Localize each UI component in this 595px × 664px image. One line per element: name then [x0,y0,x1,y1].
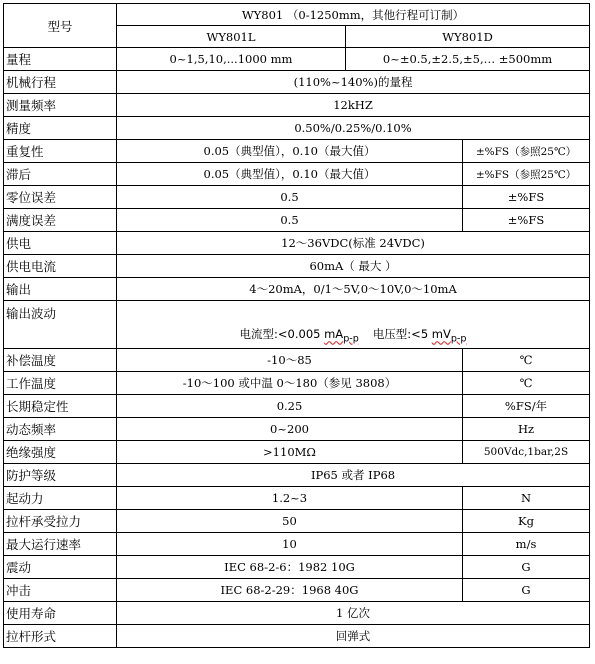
shock-label: 冲击 [4,579,117,602]
row-shock [4,579,590,602]
row-service-life [4,602,590,625]
row-protection [4,464,590,487]
row-operating-temp [4,372,590,395]
rod-type-value: 回弹式 [117,625,590,648]
max-speed-value: 10 [117,533,463,556]
model-l: WY801L [117,26,346,48]
zero-error-unit: ±%FS [463,186,590,209]
tension-value: 50 [117,510,463,533]
output-value: 4～20mA，0/1～5V,0～10V,0～10mA [117,278,590,301]
row-supply-current [4,255,590,278]
zero-error-value: 0.5 [117,186,463,209]
ripple-voltage-prefix: 电压型:<5 [372,327,432,342]
long-term-label: 长期稳定性 [4,395,117,418]
full-error-value: 0.5 [117,209,463,232]
model-label: 型号 [4,4,117,48]
row-supply [4,232,590,255]
ripple-voltage-suffix: p-p [450,333,467,345]
row-dynamic-freq [4,418,590,441]
frequency-value: 12kHZ [117,94,590,117]
dynamic-freq-unit: Hz [463,418,590,441]
hysteresis-value: 0.05（典型值），0.10（最大值） [117,163,463,186]
ripple-label: 输出波动 [4,301,117,349]
starting-force-value: 1.2~3 [117,487,463,510]
row-long-term [4,395,590,418]
protection-value: IP65 或者 IP68 [117,464,590,487]
output-label: 输出 [4,278,117,301]
ripple-line [120,326,586,344]
starting-force-unit: N [463,487,590,510]
vibration-value: IEC 68-2-6：1982 10G [117,556,463,579]
row-output [4,278,590,301]
row-rod-type [4,625,590,648]
shock-value: IEC 68-2-29：1968 40G [117,579,463,602]
vibration-unit: G [463,556,590,579]
row-max-speed [4,533,590,556]
mech-travel-label: 机械行程 [4,71,117,94]
max-speed-label: 最大运行速率 [4,533,117,556]
row-full-error [4,209,590,232]
frequency-label: 测量频率 [4,94,117,117]
protection-label: 防护等级 [4,464,117,487]
zero-error-label: 零位误差 [4,186,117,209]
mech-travel-value: (110%~140%)的量程 [117,71,590,94]
vibration-label: 震动 [4,556,117,579]
row-vibration [4,556,590,579]
ripple-current-suffix: p-p [343,333,359,345]
model-title: WY801 （0-1250mm，其他行程可订制） [117,4,590,26]
model-d: WY801D [346,26,590,48]
row-tension [4,510,590,533]
supply-value: 12～36VDC(标准 24VDC) [117,232,590,255]
long-term-unit: %FS/年 [463,395,590,418]
row-mech-travel [4,71,590,94]
ripple-value [117,301,590,349]
tension-label: 拉杆承受拉力 [4,510,117,533]
spec-table [3,3,590,648]
ripple-current-unit [324,327,359,345]
full-error-unit: ±%FS [463,209,590,232]
range-d-value: 0~±0.5,±2.5,±5,… ±500mm [346,48,590,71]
max-speed-unit: m/s [463,533,590,556]
operating-temp-label: 工作温度 [4,372,117,395]
operating-temp-unit: ℃ [463,372,590,395]
range-l-value: 0~1,5,10,...1000 mm [117,48,346,71]
repeatability-unit: ±%FS（参照25℃） [463,140,590,163]
full-error-label: 满度误差 [4,209,117,232]
row-repeatability [4,140,590,163]
repeatability-label: 重复性 [4,140,117,163]
header-row-title [4,4,590,26]
accuracy-value: 0.50%/0.25%/0.10% [117,117,590,140]
row-hysteresis [4,163,590,186]
insulation-unit: 500Vdc,1bar,2S [463,441,590,464]
hysteresis-unit: ±%FS（参照25℃） [463,163,590,186]
compensation-temp-value: -10～85 [117,349,463,372]
compensation-temp-unit: ℃ [463,349,590,372]
row-insulation [4,441,590,464]
dynamic-freq-value: 0~200 [117,418,463,441]
service-life-label: 使用寿命 [4,602,117,625]
row-range [4,48,590,71]
hysteresis-label: 滞后 [4,163,117,186]
compensation-temp-label: 补偿温度 [4,349,117,372]
supply-label: 供电 [4,232,117,255]
range-label: 量程 [4,48,117,71]
row-starting-force [4,487,590,510]
operating-temp-value: -10～100 或中温 0～180（参见 3808） [117,372,463,395]
dynamic-freq-label: 动态频率 [4,418,117,441]
row-compensation-temp [4,349,590,372]
shock-unit: G [463,579,590,602]
insulation-label: 绝缘强度 [4,441,117,464]
spec-table-container [3,3,589,658]
row-frequency [4,94,590,117]
supply-current-label: 供电电流 [4,255,117,278]
accuracy-label: 精度 [4,117,117,140]
ripple-current-unit-text: mA [324,327,344,342]
row-ripple [4,301,590,349]
row-accuracy [4,117,590,140]
ripple-voltage-unit-text: mV [431,327,451,342]
starting-force-label: 起动力 [4,487,117,510]
long-term-value: 0.25 [117,395,463,418]
rod-type-label: 拉杆形式 [4,625,117,648]
row-zero-error [4,186,590,209]
insulation-value: >110MΩ [117,441,463,464]
ripple-current-prefix: 电流型:<0.005 [239,327,325,342]
tension-unit: Kg [463,510,590,533]
repeatability-value: 0.05（典型值），0.10（最大值） [117,140,463,163]
ripple-voltage-unit [431,327,467,345]
supply-current-value: 60mA（ 最大 ） [117,255,590,278]
service-life-value: 1 亿次 [117,602,590,625]
